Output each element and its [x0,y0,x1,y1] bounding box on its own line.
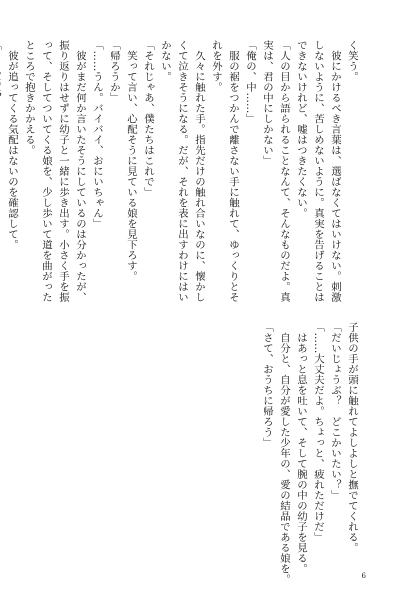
text-line: 久々に触れた手。指先だけの触れ合いなのに、懐かし [193,40,205,303]
text-line: しないように、苦しめないように。真実を告げることは [312,40,324,303]
text-line: 服の裾をつかんで離さない手に触れて、ゆっくりとそ [227,40,239,303]
text-line: 「だいじょうぶ？ どこかいたい？」 [329,322,341,501]
text-line: 「人の目から語られることなんて、そんなものだよ。真 [278,40,290,303]
text-line: 彼が追ってくる気配はないのを確認して。 [6,40,18,250]
text-line: 自分と、自分が愛した少年の、愛の結晶である娘を。 [278,322,290,585]
text-line: 「俺の、中……」 [244,40,256,124]
text-line: 実は、君の中にしかない」 [261,40,273,166]
text-line: く笑う。 [346,40,358,82]
text-line: 笑って言い、心配そうに見ている娘を見下ろす。 [125,40,137,282]
text-line: 「……うん。バイバイ、おにいちゃん」 [91,40,103,229]
text-line: って、そしてついてくる娘を、少し歩いて道を曲がった [40,40,52,303]
text-line: れを外す。 [210,40,222,93]
text-line: 彼がまだ何か言いたそうにしているのは分かったが、 [74,40,86,303]
text-line: はあっと息を吐いて、そして腕の中の幼子を見る。 [295,322,307,574]
text-line: 「さて、おうちに帰ろう」 [261,322,273,448]
page-number: 6 [361,572,366,580]
text-line: 彼にかけるべき言葉は、選ばなくてはいけない。刺激 [329,40,341,303]
text-line: 「……大丈夫だよ。ちょっと、疲れただけだ」 [312,322,324,543]
text-line: くて泣きそうになる。だが、それを表に出すわけにはい [176,40,188,303]
text-line: かない。 [159,40,171,82]
text-line: 「帰ろうか」 [108,40,120,103]
text-line: 「それじゃあ、僕たちはこれで」 [142,40,154,198]
text-line: 振り返りはせずに幼子と一緒に歩き出す。小さく手を振 [57,40,69,303]
text-line: できないけれど、嘘はつきたくない。 [295,40,307,219]
bottom-text-block [258,322,360,585]
text-line: 子供の手が頭に触れてよしよしと撫でてくれる。 [346,322,358,553]
text-line: ところで抱きかかえる。 [23,40,35,156]
